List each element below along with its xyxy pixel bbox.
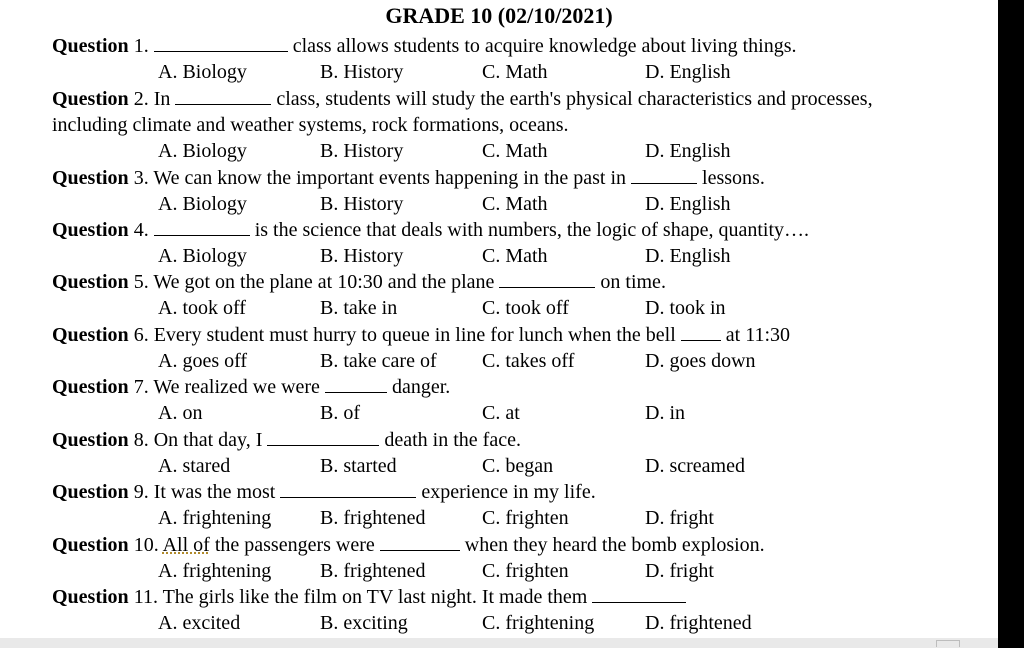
option-a: A. took off (158, 297, 246, 319)
question-label: Question (52, 586, 129, 608)
highlighted-phrase: All of (162, 534, 210, 556)
option-a: A. goes off (158, 350, 248, 372)
option-d: D. fright (645, 560, 714, 582)
option-d: D. English (645, 245, 731, 267)
paste-options-icon (936, 640, 960, 647)
answer-blank (175, 87, 271, 105)
question-label: Question (52, 429, 129, 451)
option-a: A. frightening (158, 560, 272, 582)
question-10: Question 10. All of the passengers were when they heard the bomb explosion. (52, 534, 765, 556)
option-b: B. started (320, 455, 397, 477)
answer-blank (499, 270, 595, 288)
option-c: C. Math (482, 140, 548, 162)
question-1: Question 1. class allows students to acquire knowledge about living things. (52, 35, 797, 57)
option-d: D. English (645, 61, 731, 83)
question-label: Question (52, 324, 129, 346)
option-b: B. History (320, 245, 404, 267)
question-9: Question 9. It was the most experience in my life. (52, 481, 596, 503)
option-a: A. frightening (158, 507, 272, 529)
option-d: D. goes down (645, 350, 756, 372)
question-4: Question 4. is the science that deals with numbers, the logic of shape, quantity…. (52, 219, 809, 241)
question-label: Question (52, 88, 129, 110)
question-8: Question 8. On that day, I death in the face. (52, 429, 521, 451)
page-bottom-edge (0, 638, 998, 648)
page-title: GRADE 10 (02/10/2021) (385, 3, 613, 28)
question-label: Question (52, 271, 129, 293)
option-a: A. Biology (158, 245, 247, 267)
answer-blank (681, 323, 721, 341)
option-b: B. History (320, 140, 404, 162)
option-d: D. English (645, 140, 731, 162)
question-label: Question (52, 35, 129, 57)
answer-blank (592, 585, 686, 603)
option-d: D. frightened (645, 612, 752, 634)
question-label: Question (52, 219, 129, 241)
answer-blank (154, 218, 250, 236)
answer-blank (280, 480, 416, 498)
option-c: C. frightening (482, 612, 595, 634)
option-a: A. Biology (158, 193, 247, 215)
question-7: Question 7. We realized we were danger. (52, 376, 451, 398)
answer-blank (380, 533, 460, 551)
question-11: Question 11. The girls like the film on TV last night. It made them (52, 585, 686, 609)
option-c: C. frighten (482, 507, 569, 529)
option-a: A. Biology (158, 61, 247, 83)
option-a: A. excited (158, 612, 241, 634)
option-d: D. in (645, 402, 685, 424)
option-b: B. History (320, 61, 404, 83)
option-d: D. English (645, 193, 731, 215)
option-a: A. stared (158, 455, 231, 477)
option-c: C. Math (482, 193, 548, 215)
option-b: B. exciting (320, 612, 408, 634)
question-label: Question (52, 481, 129, 503)
option-c: C. took off (482, 297, 569, 319)
option-d: D. screamed (645, 455, 745, 477)
answer-blank (154, 34, 288, 52)
option-b: B. take care of (320, 350, 437, 372)
question-label: Question (52, 167, 129, 189)
option-c: C. Math (482, 245, 548, 267)
option-a: A. on (158, 402, 203, 424)
option-c: C. began (482, 455, 554, 477)
option-d: D. took in (645, 297, 726, 319)
answer-blank (631, 166, 697, 184)
option-b: B. frightened (320, 507, 426, 529)
question-2-continuation: including climate and weather systems, rock formations, oceans. (52, 114, 569, 136)
option-b: B. take in (320, 297, 398, 319)
question-5: Question 5. We got on the plane at 10:30 and the plane on time. (52, 271, 666, 293)
answer-blank (325, 375, 387, 393)
option-c: C. takes off (482, 350, 575, 372)
option-b: B. of (320, 402, 360, 424)
question-label: Question (52, 376, 129, 398)
option-c: C. at (482, 402, 520, 424)
option-d: D. fright (645, 507, 714, 529)
question-3: Question 3. We can know the important events happening in the past in lessons. (52, 167, 765, 189)
question-6: Question 6. Every student must hurry to queue in line for lunch when the bell at 11:30 (52, 324, 791, 346)
option-c: C. frighten (482, 560, 569, 582)
answer-blank (267, 428, 379, 446)
option-c: C. Math (482, 61, 548, 83)
option-a: A. Biology (158, 140, 247, 162)
question-label: Question (52, 534, 129, 556)
option-b: B. History (320, 193, 404, 215)
option-b: B. frightened (320, 560, 426, 582)
question-2: Question 2. In class, students will study the earth's physical characteristics and processes, (52, 88, 873, 110)
